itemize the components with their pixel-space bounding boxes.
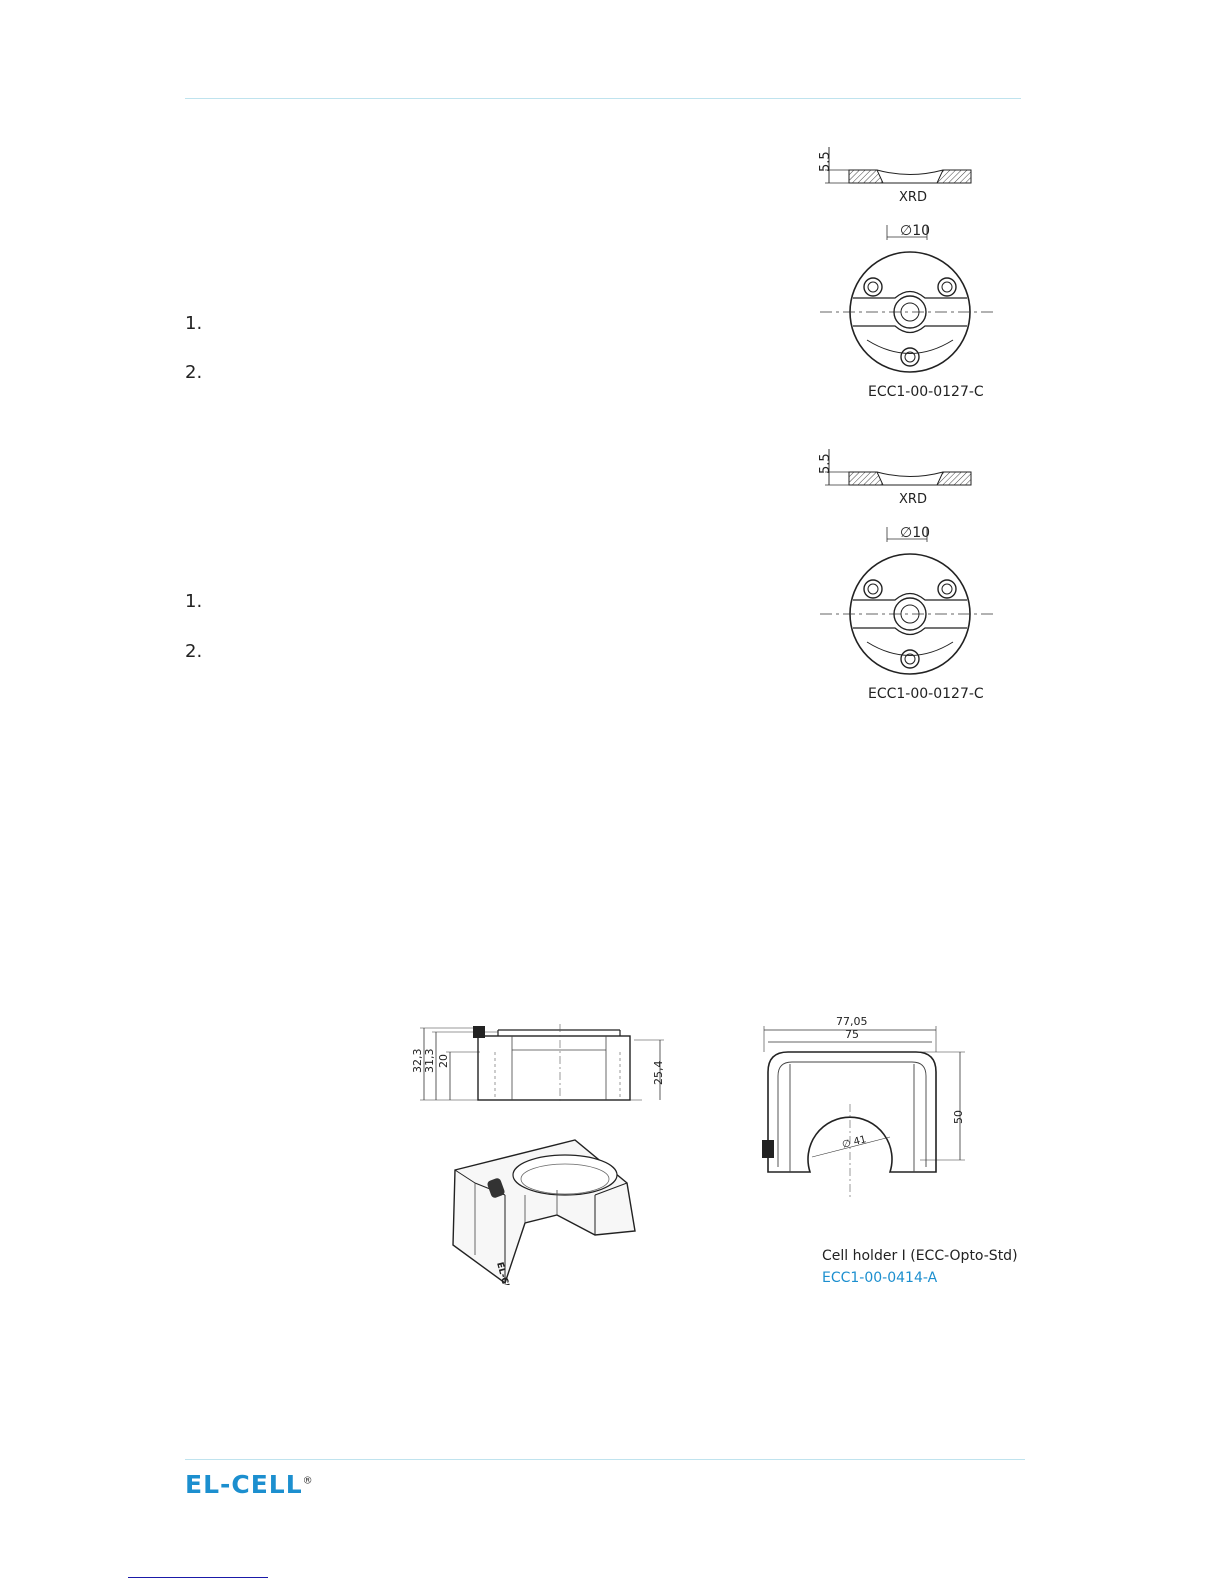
diameter-label: ∅10	[900, 223, 931, 239]
diameter-label: ∅10	[900, 525, 931, 541]
footer-underline	[128, 1577, 268, 1578]
dim-label: 31,3	[423, 1048, 436, 1073]
list-number-2: 2.	[185, 362, 203, 383]
list-number-2: 2.	[185, 641, 203, 662]
part-number-label: ECC1-00-0127-C	[868, 686, 984, 702]
xrd-label: XRD	[899, 190, 927, 205]
logo-text: EL-CELL	[185, 1470, 303, 1499]
holder-top-drawing	[750, 1012, 980, 1207]
holder-iso-drawing	[445, 1135, 645, 1285]
part-number-label: ECC1-00-0127-C	[868, 384, 984, 400]
xrd-label: XRD	[899, 492, 927, 507]
header-rule	[185, 98, 1021, 99]
holder-caption-title: Cell holder I (ECC-Opto-Std)	[822, 1248, 1018, 1264]
footer-rule-top	[185, 1459, 1025, 1460]
holder-caption-part-number: ECC1-00-0414-A	[822, 1270, 938, 1286]
dim-label: 20	[437, 1054, 450, 1068]
el-cell-logo	[185, 1470, 314, 1499]
dim-label: ∅ 41	[841, 1134, 868, 1151]
registered-mark: ®	[302, 1475, 314, 1487]
xrd-drawing-bottom	[815, 437, 1005, 707]
xrd-drawing-top	[815, 135, 1005, 405]
thickness-label: 5.5	[818, 453, 833, 474]
dim-label: 25,4	[652, 1060, 665, 1085]
dim-label: 50	[952, 1110, 965, 1124]
dim-label: 32,3	[411, 1048, 424, 1073]
svg-text:EL-CELL: EL-CELL	[494, 1261, 515, 1285]
thickness-label: 5.5	[818, 151, 833, 172]
list-number-1: 1.	[185, 591, 203, 612]
dim-label: 77,05	[836, 1015, 868, 1028]
dim-label: 75	[845, 1028, 859, 1041]
list-number-1: 1.	[185, 313, 203, 334]
